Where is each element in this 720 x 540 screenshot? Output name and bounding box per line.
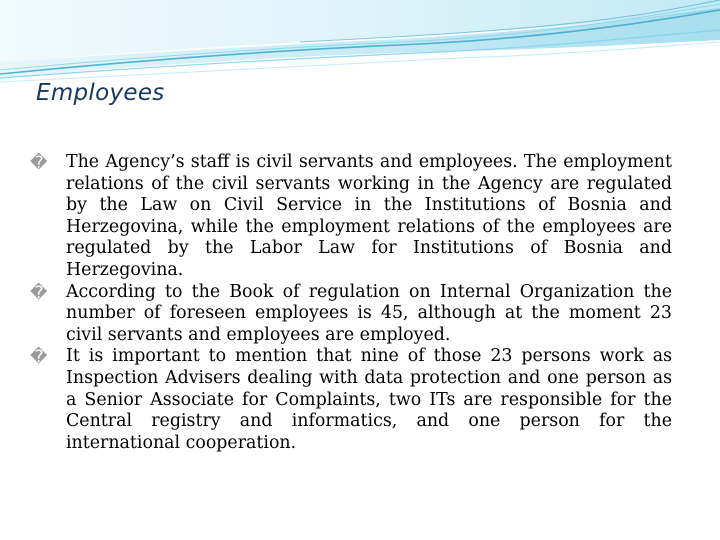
bullet-marker-icon: � bbox=[30, 153, 48, 173]
bullet-text: The Agency’s staff is civil servants and employees. The employment relations of the civil servants working in the Agency are regulated by the Law on Civil Service in the Institutions of Bosnia and Herzegovina, while the employment relations of the employees are regulated by the Labor Law for Institutions of Bosnia and Herzegovina. bbox=[66, 152, 672, 280]
bullet-text: According to the Book of regulation on Internal Organization the number of foreseen employees is 45, although at the moment 23 civil servants and employees are employed. bbox=[66, 281, 672, 345]
bullet-item bbox=[30, 282, 672, 347]
bullet-item bbox=[30, 346, 672, 454]
bullet-list bbox=[30, 152, 672, 454]
bullet-item bbox=[30, 152, 672, 282]
bullet-marker-icon: � bbox=[30, 282, 48, 303]
bullet-text: It is important to mention that nine of those 23 persons work as Inspection Advisers dealing with data protection and one person as a Senior Associate for Complaints, two ITs are responsible for the Central registry and informatics, and one person for the international cooperation. bbox=[66, 346, 672, 453]
slide-title: Employees bbox=[36, 80, 165, 106]
bullet-marker-icon: � bbox=[30, 347, 48, 368]
